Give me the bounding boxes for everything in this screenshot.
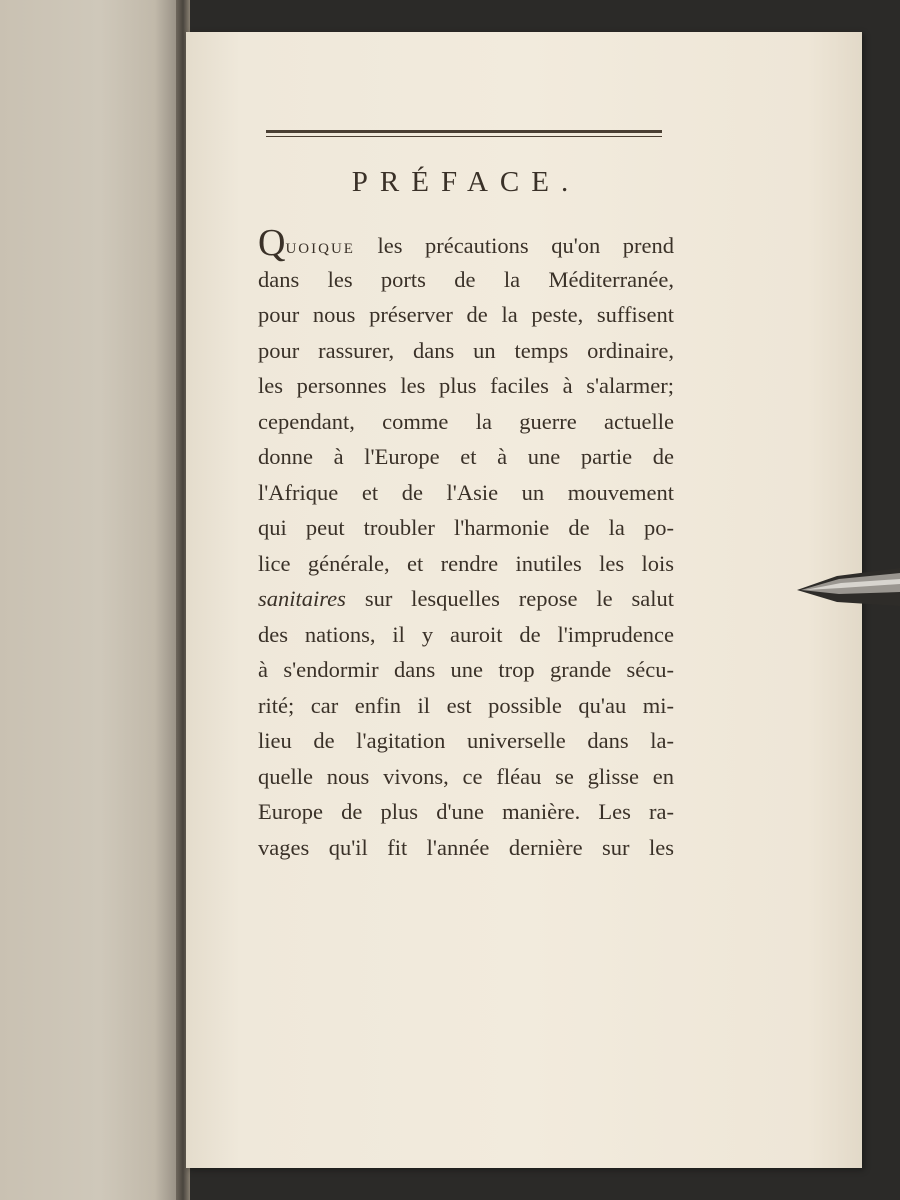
text-line: l'Afrique et de l'Asie un mouvement xyxy=(258,479,674,505)
italic-word: sanitaires xyxy=(258,586,346,611)
first-word-rest: UOIQUE xyxy=(285,241,355,257)
text-line: lieu de l'agitation universelle dans la- xyxy=(258,728,674,753)
text-line: Europe de plus d'une manière. Les ra- xyxy=(258,799,674,824)
page-title: PRÉFACE. xyxy=(351,166,581,198)
text-line: pour rassurer, dans un temps ordinaire, xyxy=(258,337,674,363)
right-page xyxy=(186,32,862,1168)
text-line: à s'endormir dans une trop grande sécu- xyxy=(258,657,674,682)
drop-cap: Q xyxy=(258,226,286,262)
decorative-rule xyxy=(266,130,662,139)
text-line-italic xyxy=(258,581,674,617)
italic-line-rest: sur lesquelles repose le salut xyxy=(345,586,674,611)
text-line: donne à l'Europe et à une partie de xyxy=(258,444,674,469)
body-text xyxy=(258,226,674,865)
bookmark-blade xyxy=(797,562,900,612)
text-line: cependant, comme la guerre actuelle xyxy=(258,408,674,434)
text-line: rité; car enfin il est possible qu'au mi- xyxy=(258,692,674,718)
text-line: quelle nous vivons, ce fléau se glisse en xyxy=(258,763,674,789)
text-line: des nations, il y auroit de l'imprudence xyxy=(258,621,674,647)
first-line-rest: les précautions qu'on prend xyxy=(354,233,674,258)
text-line: les personnes les plus faciles à s'alarmer; xyxy=(258,373,674,398)
text-line: pour nous préserver de la peste, suffisent xyxy=(258,302,674,327)
text-line: lice générale, et rendre inutiles les lois xyxy=(258,550,674,576)
text-line: qui peut troubler l'harmonie de la po- xyxy=(258,515,674,540)
text-line: dans les ports de la Méditerranée, xyxy=(258,266,674,292)
text-line: vages qu'il fit l'année dernière sur les xyxy=(258,834,674,860)
text-line-first xyxy=(258,226,674,262)
left-page xyxy=(0,0,182,1200)
